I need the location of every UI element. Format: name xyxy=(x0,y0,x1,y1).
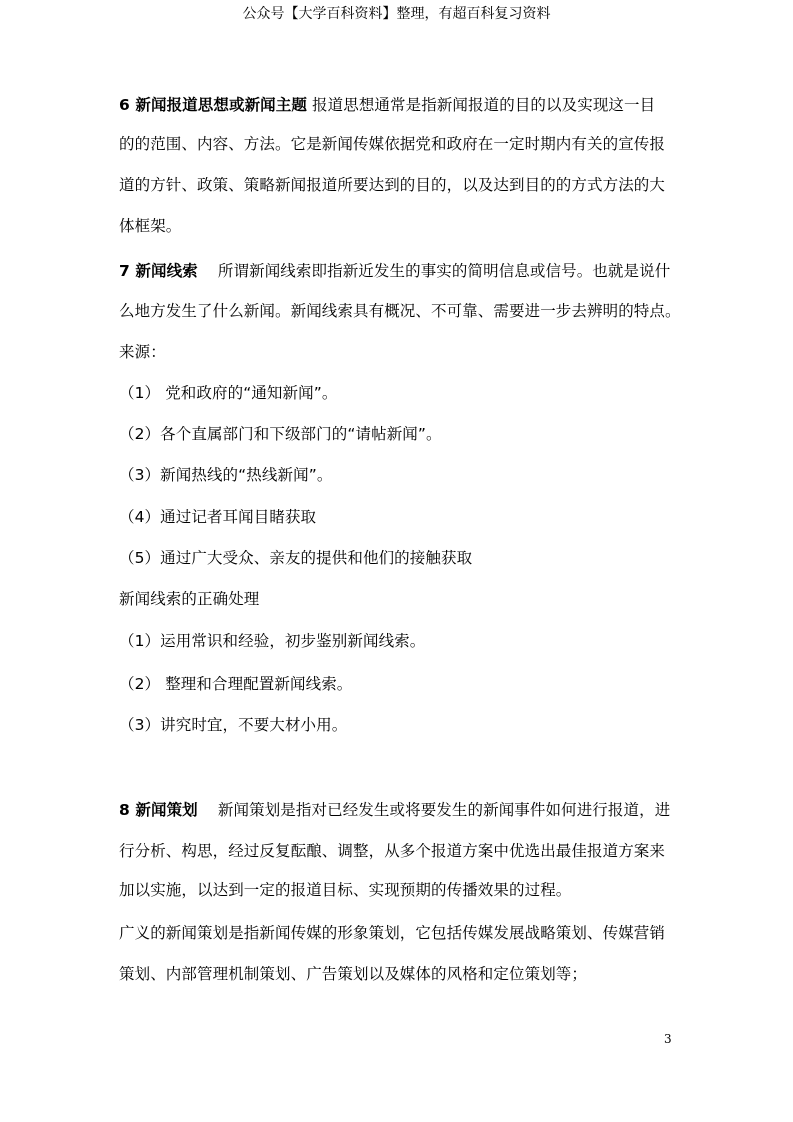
handling-item: （2） 整理和合理配置新闻线索。 xyxy=(119,675,353,693)
section-6-text-3: 道的方针、政策、策略新闻报道所要达到的目的，以及达到目的的方式方法的大 xyxy=(119,176,666,194)
section-6-text-1: 报道思想通常是指新闻报道的目的以及实现这一目 xyxy=(312,96,656,114)
section-8-text-4: 广义的新闻策划是指新闻传媒的形象策划，它包括传媒发展战略策划、传媒营销 xyxy=(119,924,666,942)
source-item: （2）各个直属部门和下级部门的“请帖新闻”。 xyxy=(119,425,442,443)
sources-label: 来源： xyxy=(119,343,166,361)
section-7-heading: 7 新闻线索 xyxy=(119,262,198,280)
section-8-text-5: 策划、内部管理机制策划、广告策划以及媒体的风格和定位策划等； xyxy=(119,965,588,983)
section-6-text-2: 的的范围、内容、方法。它是新闻传媒依据党和政府在一定时期内有关的宣传报 xyxy=(119,135,666,153)
page-number: 3 xyxy=(664,1032,672,1046)
source-item: （1） 党和政府的“通知新闻”。 xyxy=(119,384,338,402)
section-8-paragraph-line-1 xyxy=(119,800,699,820)
section-7-text-2: 么地方发生了什么新闻。新闻线索具有概况、不可靠、需要进一步去辨明的特点。 xyxy=(119,302,681,320)
source-item: （3）新闻热线的“热线新闻”。 xyxy=(119,466,333,484)
section-7-paragraph-line-1 xyxy=(119,261,699,281)
handling-label: 新闻线索的正确处理 xyxy=(119,590,260,608)
section-8-heading: 8 新闻策划 xyxy=(119,801,198,819)
section-6-text-4: 体框架。 xyxy=(119,217,182,235)
section-8-text-1: 新闻策划是指对已经发生或将要发生的新闻事件如何进行报道，进 xyxy=(217,801,671,819)
source-item: （5）通过广大受众、亲友的提供和他们的接触获取 xyxy=(119,549,473,567)
section-6-paragraph-line-1 xyxy=(119,95,699,115)
section-8-text-2: 行分析、构思，经过反复酝酿、调整，从多个报道方案中优选出最佳报道方案来 xyxy=(119,842,666,860)
handling-item: （1）运用常识和经验，初步鉴别新闻线索。 xyxy=(119,632,426,650)
section-8-text-3: 加以实施，以达到一定的报道目标、实现预期的传播效果的过程。 xyxy=(119,881,572,899)
handling-item: （3）讲究时宜，不要大材小用。 xyxy=(119,716,348,734)
section-7-text-1: 所谓新闻线索即指新近发生的事实的简明信息或信号。也就是说什 xyxy=(217,262,671,280)
page-header: 公众号【大学百科资料】整理，有超百科复习资料 xyxy=(242,6,551,22)
source-item: （4）通过记者耳闻目睹获取 xyxy=(119,508,317,526)
section-6-heading: 6 新闻报道思想或新闻主题 xyxy=(119,96,307,114)
